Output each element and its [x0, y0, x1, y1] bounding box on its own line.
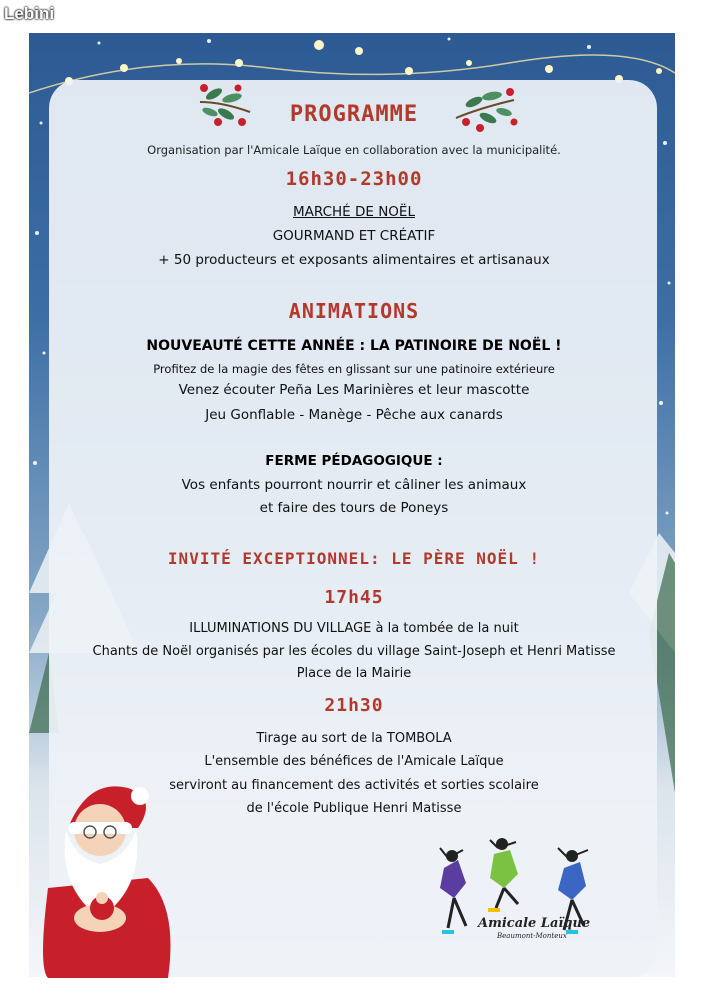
games-text: Jeu Gonflable - Manège - Pêche aux canards — [205, 407, 503, 423]
logo-place: Beaumont-Monteux — [497, 932, 567, 940]
tombola-line2: L'ensemble des bénéfices de l'Amicale Laïque — [204, 754, 504, 769]
illuminations-line2: Chants de Noël organisés par les écoles du village Saint-Joseph et Henri Matisse — [92, 644, 616, 659]
logo-name: Amicale Laïque — [478, 916, 591, 931]
tombola-line4: de l'école Publique Henri Matisse — [246, 801, 462, 816]
programme-title: PROGRAMME — [289, 102, 419, 127]
watermark: Lebini — [4, 4, 55, 23]
farm-line1: Vos enfants pourront nourrir et câliner les animaux — [181, 477, 527, 493]
santa-illustration — [28, 768, 178, 978]
illuminations-time: 17h45 — [324, 587, 384, 608]
market-title: MARCHÉ DE NOËL — [293, 204, 415, 220]
organisation-text: Organisation par l'Amicale Laïque en collaboration avec la municipalité. — [147, 143, 561, 157]
tombola-line3: serviront au financement des activités et sorties scolaire — [169, 778, 539, 793]
market-subtitle: GOURMAND ET CRÉATIF — [272, 228, 436, 244]
amicale-logo — [418, 838, 614, 958]
illuminations-line3: Place de la Mairie — [296, 666, 412, 681]
illuminations-line1: ILLUMINATIONS DU VILLAGE à la tombée de la nuit — [189, 621, 519, 636]
animations-title: ANIMATIONS — [288, 299, 420, 323]
patinoire-text: Profitez de la magie des fêtes en glissant sur une patinoire extérieure — [153, 362, 555, 376]
market-exhibitors: + 50 producteurs et exposants alimentaires et artisanaux — [158, 252, 550, 268]
farm-title: FERME PÉDAGOGIQUE : — [265, 453, 443, 469]
patinoire-headline: NOUVEAUTÉ CETTE ANNÉE : LA PATINOIRE DE NOËL ! — [146, 338, 562, 354]
farm-line2: et faire des tours de Poneys — [259, 500, 449, 516]
guest-title: INVITÉ EXCEPTIONNEL: LE PÈRE NOËL ! — [167, 549, 541, 568]
tombola-line1: Tirage au sort de la TOMBOLA — [256, 731, 452, 746]
pena-text: Venez écouter Peña Les Marinières et leur mascotte — [178, 382, 530, 398]
market-time: 16h30-23h00 — [285, 168, 423, 190]
tombola-time: 21h30 — [324, 695, 384, 716]
